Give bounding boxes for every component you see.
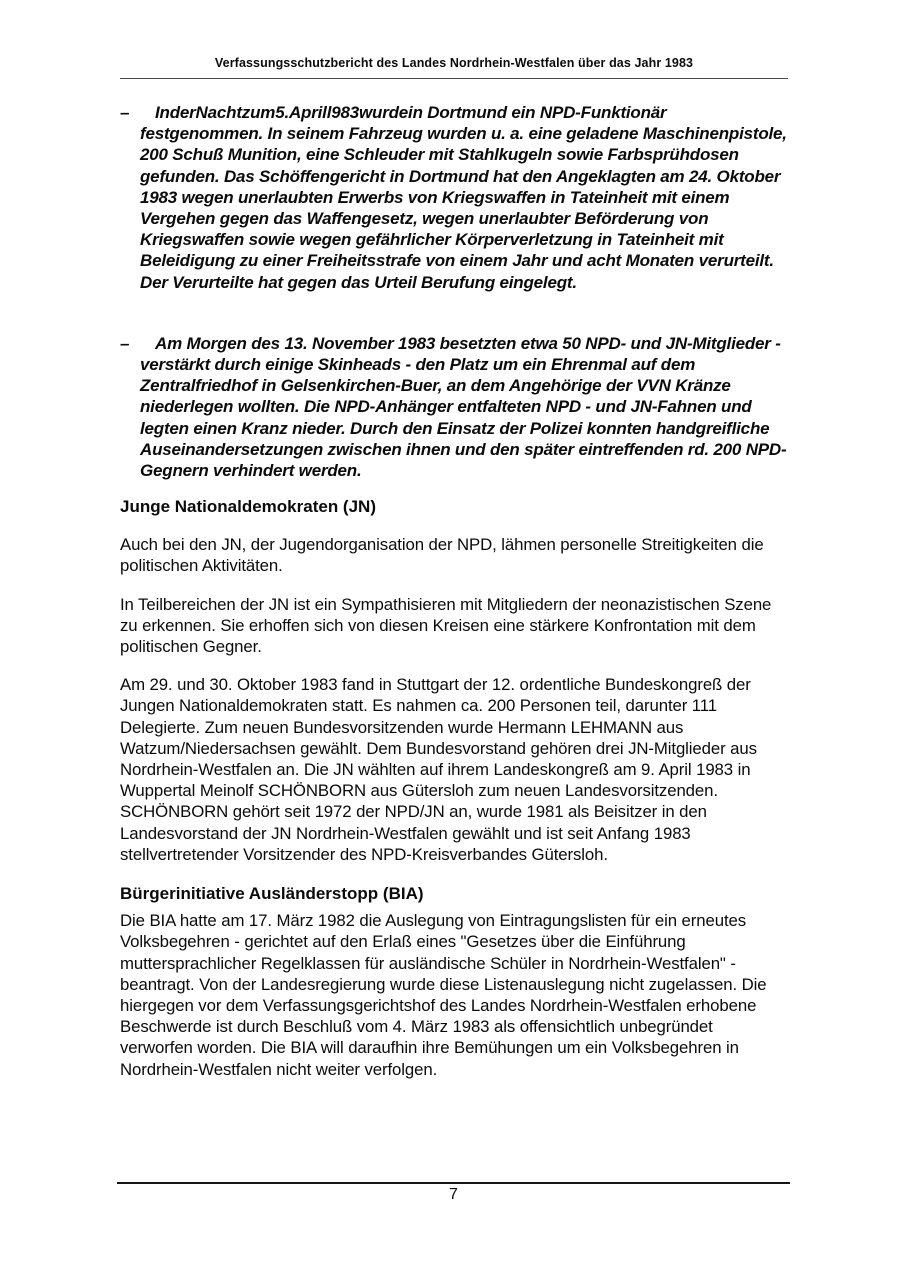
paragraph: Die BIA hatte am 17. März 1982 die Auslegung von Eintragungslisten für ein erneutes Volksbegehren - gerichtet auf den Erlaß eines "Gesetzes über die Einführung muttersprachlicher Regelklassen für ausländische Schüler in Nordrhein-Westfalen" - beantragt. Von der Landesregierung wurde diese Listenauslegung nicht zugelassen. Die hiergegen vor dem Verfassungsgerichtshof des Landes Nordrhein-Westfalen erhobene Beschwerde ist durch Beschluß vom 4. März 1983 als offensichtlich unbegründet verworfen worden. Die BIA will daraufhin ihre Bemühungen um ein Volksbegehren in Nordrhein-Westfalen nicht weiter verfolgen. xyxy=(120,911,767,1079)
page-footer xyxy=(117,1182,790,1204)
bullet-text: Am Morgen des 13. November 1983 besetzten etwa 50 NPD- und JN-Mitglieder - verstärkt durch einige Skinheads - den Platz um ein Ehrenmal auf dem Zentralfriedhof in Gelsenkirchen-Buer, an dem Angehörige der VVN Kränze niederlegen wollten. Die NPD-Anhänger entfalteten NPD - und JN-Fahnen und legten einen Kranz nieder. Durch den Einsatz der Polizei konnten handgreifliche Auseinandersetzungen zwischen ihnen und den später eintreffenden rd. 200 NPD-Gegnern verhindert werden. xyxy=(140,333,787,481)
bullet-dash-icon: – xyxy=(120,333,130,353)
bullet-text: InderNachtzum5.Aprill983wurdein Dortmund ein NPD-Funktionär festgenommen. In seinem Fahrzeug wurden u. a. eine geladene Maschinenpistole, 200 Schuß Munition, eine Schleuder mit Stahlkugeln sowie Farbsprühdosen gefunden. Das Schöffengericht in Dortmund hat den Angeklagten am 24. Oktober 1983 wegen unerlaubten Erwerbs von Kriegswaffen in Tateinheit mit einem Vergehen gegen das Waffengesetz, wegen unerlaubter Beförderung von Kriegswaffen sowie wegen gefährlicher Körperverletzung in Tateinheit mit Beleidigung zu einer Freiheitsstrafe von einem Jahr und acht Monaten verurteilt. Der Verurteilte hat gegen das Urteil Berufung eingelegt. xyxy=(140,103,787,292)
paragraph: Auch bei den JN, der Jugendorganisation der NPD, lähmen personelle Streitigkeiten die politischen Aktivitäten. xyxy=(120,535,764,576)
section-jn xyxy=(120,496,788,865)
section-bia xyxy=(120,883,788,1080)
bullet-list xyxy=(120,102,788,481)
bullet-item xyxy=(120,333,788,481)
bullet-item xyxy=(120,102,788,293)
paragraph: In Teilbereichen der JN ist ein Sympathisieren mit Mitgliedern der neonazistischen Szene zu erkennen. Sie erhoffen sich von diesen Kreisen eine stärkere Konfrontation mit dem politischen Gegner. xyxy=(120,594,772,657)
section-heading: Junge Nationaldemokraten (JN) xyxy=(120,497,376,517)
bullet-dash-icon: – xyxy=(120,103,130,122)
header-rule xyxy=(120,78,788,79)
running-header-title: Verfassungsschutzbericht des Landes Nordrhein-Westfalen über das Jahr 1983 xyxy=(214,56,694,70)
page-header xyxy=(0,0,900,79)
page-content xyxy=(120,102,788,1080)
paragraph: Am 29. und 30. Oktober 1983 fand in Stuttgart der 12. ordentliche Bundeskongreß der Jungen Nationaldemokraten statt. Es nahmen ca. 200 Personen teil, darunter 111 Delegierte. Zum neuen Bundesvorsitzenden wurde Hermann LEHMANN aus Watzum/Niedersachsen gewählt. Dem Bundesvorstand gehören drei JN-Mitglieder aus Nordrhein-Westfalen an. Die JN wählten auf ihrem Landeskongreß am 9. April 1983 in Wuppertal Meinolf SCHÖNBORN aus Gütersloh zum neuen Landesvorsitzenden. SCHÖNBORN gehört seit 1972 der NPD/JN an, wurde 1981 als Beisitzer in den Landesvorstand der JN Nordrhein-Westfalen gewählt und ist seit Anfang 1983 stellvertretender Vorsitzender des NPD-Kreisverbandes Gütersloh. xyxy=(120,675,757,864)
section-heading: Bürgerinitiative Ausländerstopp (BIA) xyxy=(120,884,424,904)
page-number: 7 xyxy=(449,1186,458,1203)
